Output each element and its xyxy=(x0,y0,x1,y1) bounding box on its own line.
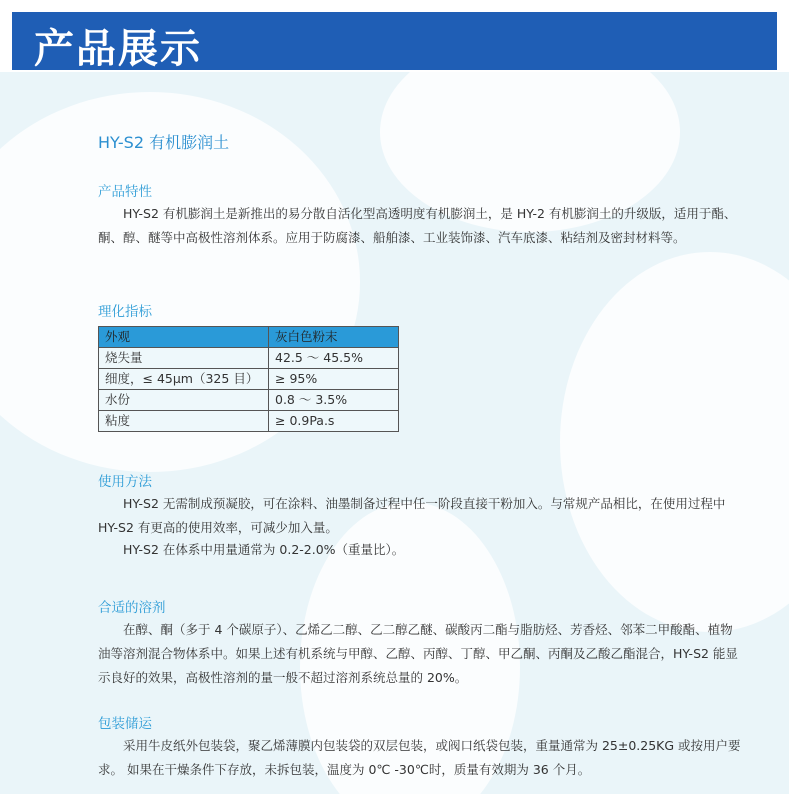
features-text: HY-S2 有机膨润土是新推出的易分散自活化型高透明度有机膨润土，是 HY-2 有机膨润土的升级版，适用于酯、酮、醇、醚等中高极性溶剂体系。应用于防腐漆、船舶漆、工业装饰漆、汽车底漆、粘结剂及密封材料等。 xyxy=(98,206,737,245)
solvents-heading: 合适的溶剂 xyxy=(98,600,166,616)
product-title: HY-S2 有机膨润土 xyxy=(98,133,230,152)
usage-text-1: HY-S2 无需制成预凝胶，可在涂料、油墨制备过程中任一阶段直接干粉加入。与常规产品相比，在使用过程中 HY-S2 有更高的使用效率，可减少加入量。 xyxy=(98,496,726,535)
spec-value: ≥ 0.9Pa.s xyxy=(269,411,399,432)
table-row xyxy=(99,411,399,432)
spec-value: ≥ 95% xyxy=(269,369,399,390)
usage-text-2: HY-S2 在体系中用量通常为 0.2-2.0%（重量比）。 xyxy=(123,542,405,557)
usage-heading: 使用方法 xyxy=(98,474,152,490)
spec-value: 42.5 ～ 45.5% xyxy=(269,348,399,369)
table-row xyxy=(99,327,399,348)
table-row xyxy=(99,390,399,411)
header-banner xyxy=(12,12,777,70)
specs-heading: 理化指标 xyxy=(98,304,152,320)
spec-label: 细度，≤ 45μm（325 目） xyxy=(99,369,269,390)
spec-value: 0.8 ～ 3.5% xyxy=(269,390,399,411)
spec-label: 外观 xyxy=(99,327,269,348)
spec-value: 灰白色粉末 xyxy=(269,327,399,348)
spec-label: 粘度 xyxy=(99,411,269,432)
packaging-heading: 包装储运 xyxy=(98,716,152,732)
specs-table xyxy=(98,326,399,432)
table-row xyxy=(99,369,399,390)
spec-label: 水份 xyxy=(99,390,269,411)
packaging-text: 采用牛皮纸外包装袋，聚乙烯薄膜内包装袋的双层包装，或阀口纸袋包装，重量通常为 25±0.25KG 或按用户要求。 如果在干燥条件下存放，未拆包装，温度为 0℃ -30℃时，质量有效期为 36 个月。 xyxy=(98,738,741,777)
spec-label: 烧失量 xyxy=(99,348,269,369)
table-row xyxy=(99,348,399,369)
banner-title: 产品展示 xyxy=(34,26,202,72)
features-heading: 产品特性 xyxy=(98,184,152,200)
solvents-text: 在醇、酮（多于 4 个碳原子）、乙烯乙二醇、乙二醇乙醚、碳酸丙二酯与脂肪烃、芳香烃、邻苯二甲酸酯、植物油等溶剂混合物体系中。如果上述有机系统与甲醇、乙醇、丙醇、丁醇、甲乙酮、丙酮及乙酸乙酯混合，HY-S2 能显示良好的效果，高极性溶剂的量一般不超过溶剂系统总量的 20%。 xyxy=(98,622,738,685)
